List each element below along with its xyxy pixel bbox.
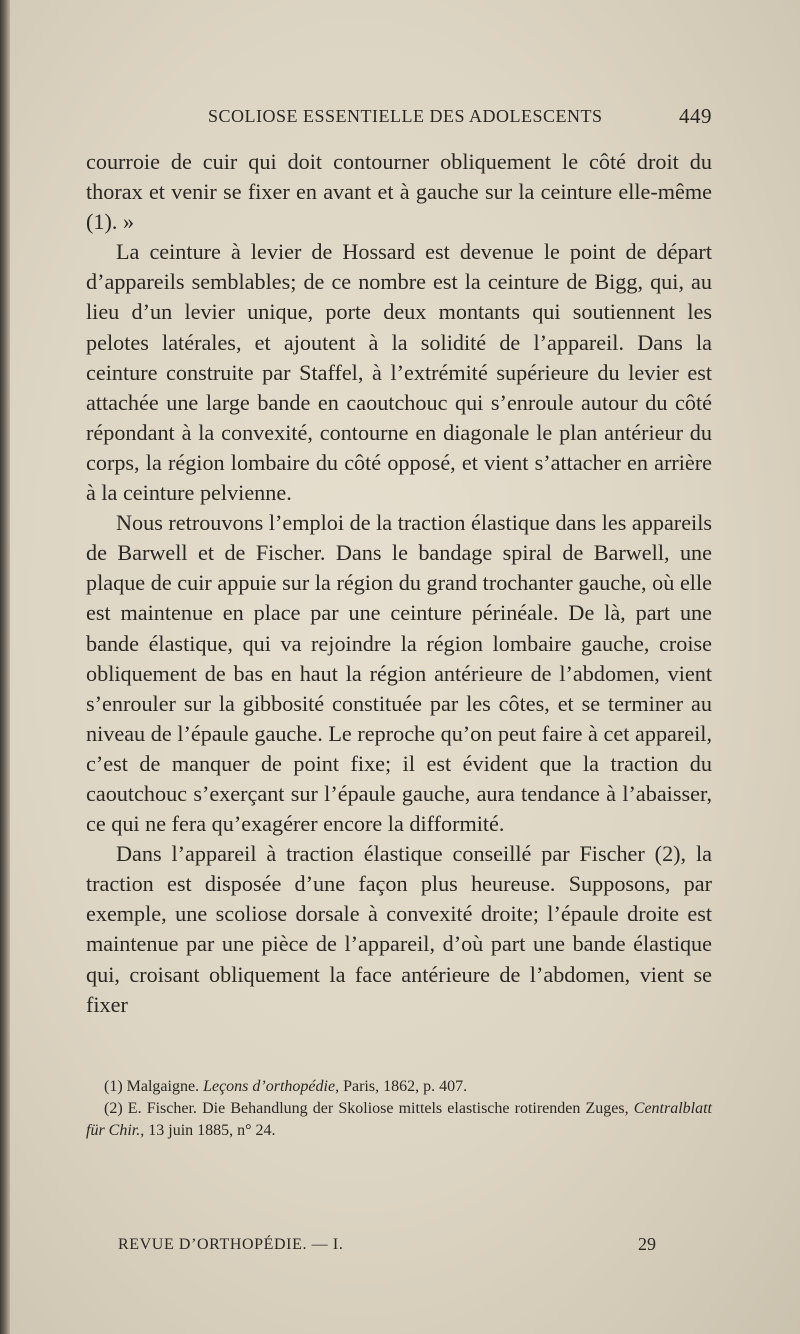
journal-name: REVUE D’ORTHOPÉDIE. — I. (118, 1236, 344, 1253)
paragraph-barwell: Nous retrouvons l’emploi de la traction élastique dans les appareils de Barwell et de Fischer. Dans le bandage spiral de Barwell, une plaque de cuir appuie sur la région du grand trochanter gauche, où elle est maintenue en place par une ceinture périnéale. De là, part une bande élastique, qui va rejoindre la région lombaire gauche, croise obliquement de bas en haut la région antérieure de l’abdomen, vient s’enrouler sur la gibbosité constituée par les côtes, et se terminer au niveau de l’épaule gauche. Le reproche qu’on peut faire à cet appareil, c’est de manquer de point fixe; il est évident que la traction du caoutchouc s’exerçant sur l’épaule gauche, aura tendance à l’abaisser, ce qui ne fera qu’exagérer encore la difformité. (86, 510, 712, 837)
footnote-2 (86, 1098, 712, 1142)
page-number: 449 (679, 104, 712, 128)
footnote-2-title: Centralblatt für Chir. (86, 1100, 712, 1139)
paragraph-fischer: Dans l’appareil à traction élastique conseillé par Fischer (2), la traction est disposée d’une façon plus heureuse. Supposons, par exemple, une scoliose dorsale à convexité droite; l’épaule droite est maintenue par une pièce de l’appareil, d’où part une bande élastique qui, croisant obliquement la face antérieure de l’abdomen, vient se fixer (86, 841, 712, 1017)
paragraph-hossard: La ceinture à levier de Hossard est devenue le point de départ d’appareils semblables; de ce nombre est la ceinture de Bigg, qui, au lieu d’un levier unique, porte deux montants qui soutiennent les pelotes latérales, et ajoutent à la solidité de l’appareil. Dans la ceinture construite par Staffel, à l’extrémité supérieure du levier est attachée une large bande en caoutchouc qui s’enroule autour du côté répondant à la convexité, contourne en diagonale le plan antérieur du corps, la région lombaire du côté opposé, et vient s’attacher en arrière à la ceinture pelvienne. (86, 239, 712, 506)
signature-mark: 29 (638, 1234, 656, 1254)
footnote-1-title: Leçons d’orthopédie (203, 1078, 336, 1095)
footnote-1-text: (1) Malgaigne. (104, 1078, 204, 1095)
body-text (86, 147, 712, 1020)
paragraph-continued: courroie de cuir qui doit contourner obliquement le côté droit du thorax et venir se fixer en avant et à gauche sur la ceinture elle-même (1). » (86, 149, 712, 235)
footnote-2-text: (2) E. Fischer. Die Behandlung der Skoliose mittels elastische rotirenden Zuges, (104, 1100, 634, 1117)
footnote-2-rest: , 13 juin 1885, n° 24. (140, 1122, 276, 1139)
signature-line (118, 1234, 656, 1258)
running-title: SCOLIOSE ESSENTIELLE DES ADOLESCENTS (208, 106, 603, 126)
footnote-1 (86, 1076, 712, 1098)
footnote-1-rest: , Paris, 1862, p. 407. (335, 1078, 468, 1095)
running-header (208, 104, 712, 132)
footnotes (86, 1076, 712, 1142)
book-binding-edge (0, 0, 10, 1334)
